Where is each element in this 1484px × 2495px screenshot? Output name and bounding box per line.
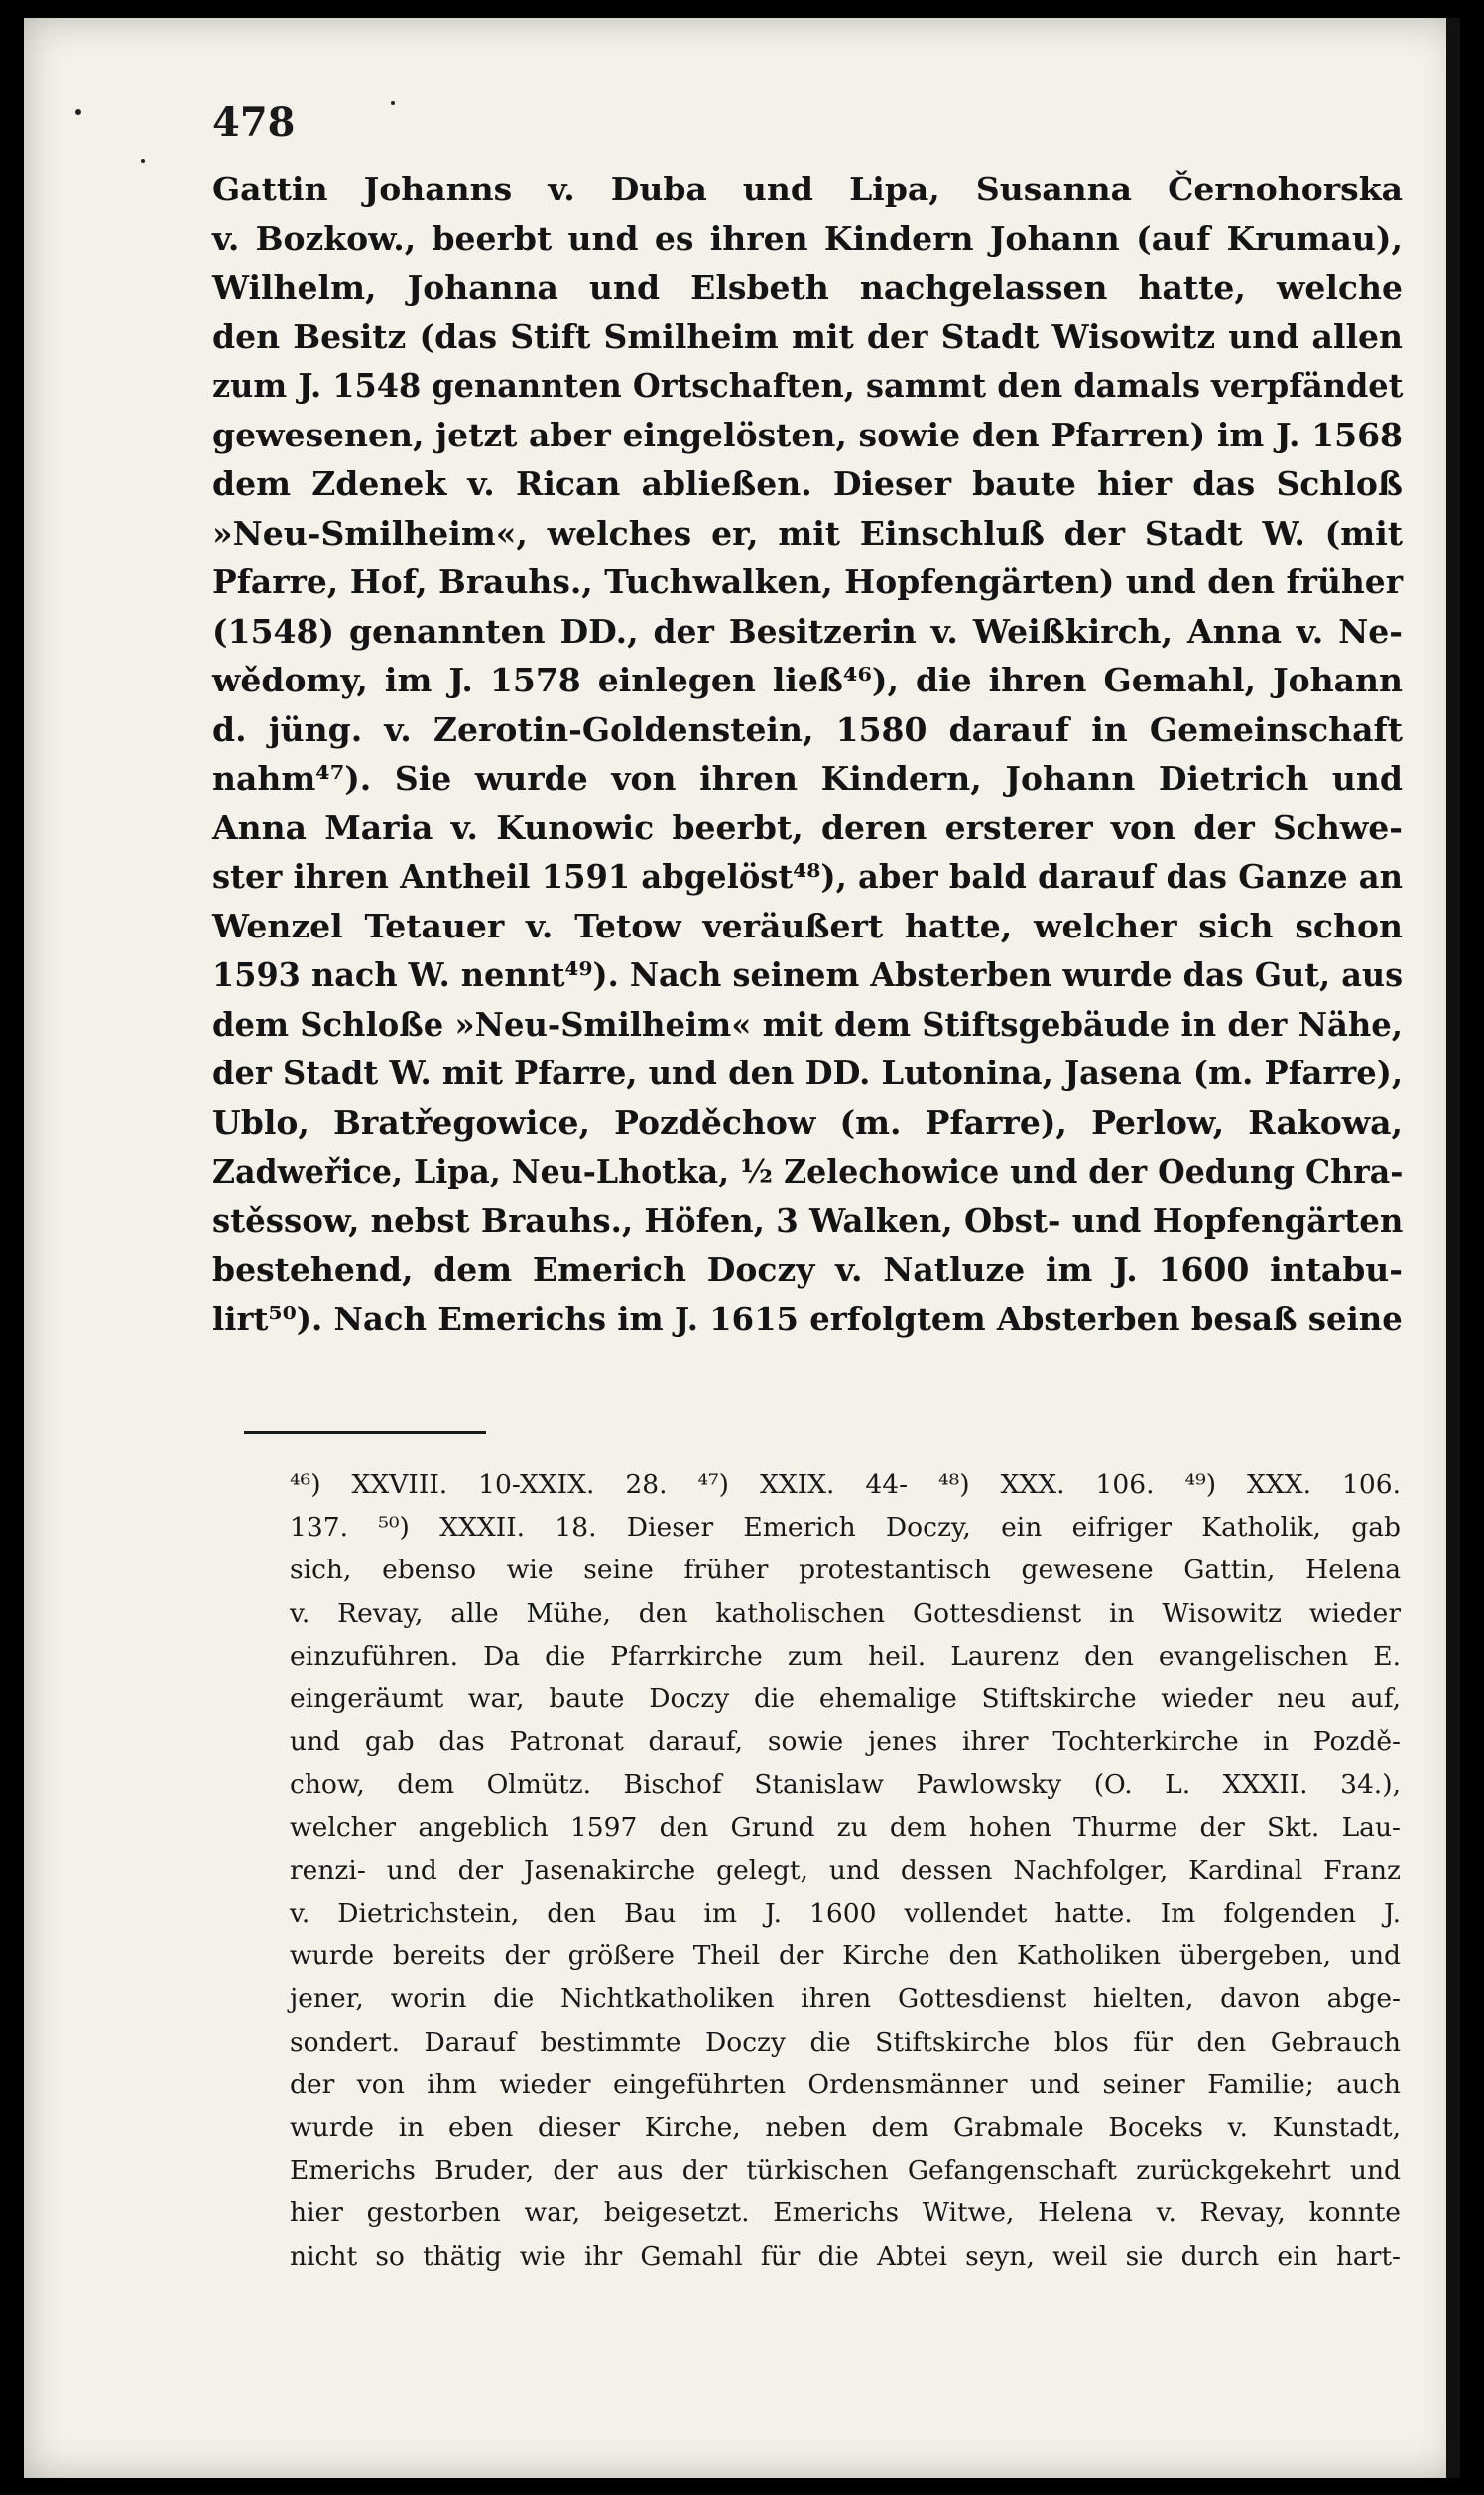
text-line: lirt⁵⁰). Nach Emerichs im J. 1615 erfolgtem Absterben besaß seine xyxy=(212,1299,1403,1338)
footnote-line: einzuführen. Da die Pfarrkirche zum heil. Laurenz den evangelischen E. xyxy=(290,1640,1401,1672)
text-line: ster ihren Antheil 1591 abgelöst⁴⁸), aber bald darauf das Ganze an xyxy=(212,857,1403,896)
footnote-line: chow, dem Olmütz. Bischof Stanislaw Pawlowsky (O. L. XXXII. 34.), xyxy=(290,1769,1401,1801)
footnote-line: Emerichs Bruder, der aus der türkischen Gefangenschaft zurückgekehrt und xyxy=(290,2155,1401,2186)
print-speck xyxy=(75,109,81,115)
footnote-line: und gab das Patronat darauf, sowie jenes ihrer Tochterkirche in Pozdě- xyxy=(290,1726,1401,1758)
footnote-line: jener, worin die Nichtkatholiken ihren Gottesdienst hielten, davon abge- xyxy=(290,1983,1401,2015)
text-line: nahm⁴⁷). Sie wurde von ihren Kindern, Johann Dietrich und xyxy=(212,759,1403,798)
text-line: Gattin Johanns v. Duba und Lipa, Susanna Černohorska xyxy=(212,170,1403,208)
footnote-line: welcher angeblich 1597 den Grund zu dem hohen Thurme der Skt. Lau- xyxy=(290,1811,1401,1843)
footnote-line: ⁴⁶) XXVIII. 10-XXIX. 28. ⁴⁷) XXIX. 44- ⁴⁸) XXX. 106. ⁴⁹) XXX. 106. xyxy=(290,1469,1401,1500)
footnote-line: nicht so thätig wie ihr Gemahl für die Abtei seyn, weil sie durch ein hart- xyxy=(290,2240,1401,2272)
main-text xyxy=(212,165,1403,1343)
footnote-line: sondert. Darauf bestimmte Doczy die Stiftskirche blos für den Gebrauch xyxy=(290,2026,1401,2058)
book-page xyxy=(24,18,1460,2478)
footnote-line: v. Revay, alle Mühe, den katholischen Gottesdienst in Wisowitz wieder xyxy=(290,1597,1401,1629)
page-number: 478 xyxy=(212,99,296,146)
text-line: den Besitz (das Stift Smilheim mit der Stadt Wisowitz und allen xyxy=(212,316,1403,356)
footnote-line: sich, ebenso wie seine früher protestantisch gewesene Gattin, Helena xyxy=(290,1555,1401,1586)
footnote-line: renzi- und der Jasenakirche gelegt, und dessen Nachfolger, Kardinal Franz xyxy=(290,1854,1401,1886)
footnote-line: v. Dietrichstein, den Bau im J. 1600 vollendet hatte. Im folgenden J. xyxy=(290,1898,1401,1930)
footnotes xyxy=(290,1463,1401,2278)
text-line: 1593 nach W. nennt⁴⁹). Nach seinem Absterben wurde das Gut, aus xyxy=(212,955,1404,994)
text-line: Wenzel Tetauer v. Tetow veräußert hatte, welcher sich schon xyxy=(212,906,1403,945)
text-line: stěssow, nebst Brauhs., Höfen, 3 Walken, Obst- und Hopfengärten xyxy=(212,1200,1404,1240)
footnote-line: wurde in eben dieser Kirche, neben dem Grabmale Boceks v. Kunstadt, xyxy=(290,2112,1401,2144)
footnote-line: wurde bereits der größere Theil der Kirche den Katholiken übergeben, und xyxy=(290,1940,1401,1972)
footnote-line: 137. ⁵⁰) XXXII. 18. Dieser Emerich Doczy, ein eifriger Katholik, gab xyxy=(290,1512,1401,1544)
text-line: Wilhelm, Johanna und Elsbeth nachgelassen hatte, welche xyxy=(212,268,1403,307)
text-line: dem Schloße »Neu-Smilheim« mit dem Stiftsgebäude in der Nähe, xyxy=(212,1004,1403,1044)
text-line: Zadweřice, Lipa, Neu-Lhotka, ½ Zelechowice und der Oedung Chra- xyxy=(212,1152,1404,1190)
text-line: d. jüng. v. Zerotin-Goldenstein, 1580 darauf in Gemeinschaft xyxy=(212,709,1403,749)
text-line: Ublo, Bratřegowice, Pozděchow (m. Pfarre), Perlow, Rakowa, xyxy=(212,1102,1403,1142)
text-line: »Neu-Smilheim«, welches er, mit Einschluß der Stadt W. (mit xyxy=(212,513,1403,553)
text-line: (1548) genannten DD., der Besitzerin v. Weißkirch, Anna v. Ne- xyxy=(212,611,1403,651)
page-edge-shadow xyxy=(1446,18,1460,2478)
text-line: der Stadt W. mit Pfarre, und den DD. Lutonina, Jasena (m. Pfarre), xyxy=(212,1054,1404,1092)
text-line: dem Zdenek v. Rican abließen. Dieser baute hier das Schloß xyxy=(212,464,1403,503)
text-line: zum J. 1548 genannten Ortschaften, sammt den damals verpfändet xyxy=(212,366,1404,405)
text-line: v. Bozkow., beerbt und es ihren Kindern Johann (auf Krumau), xyxy=(212,218,1403,258)
text-line: Pfarre, Hof, Brauhs., Tuchwalken, Hopfengärten) und den früher xyxy=(212,562,1404,601)
text-line: Anna Maria v. Kunowic beerbt, deren ersterer von der Schwe- xyxy=(212,808,1403,847)
text-line: bestehend, dem Emerich Doczy v. Natluze im J. 1600 intabu- xyxy=(212,1250,1403,1289)
print-speck xyxy=(391,101,395,105)
footnote-line: der von ihm wieder eingeführten Ordensmänner und seiner Familie; auch xyxy=(290,2068,1401,2100)
footnote-separator xyxy=(244,1431,486,1434)
footnote-line: eingeräumt war, baute Doczy die ehemalige Stiftskirche wieder neu auf, xyxy=(290,1684,1401,1715)
footnote-line: hier gestorben war, beigesetzt. Emerichs Witwe, Helena v. Revay, konnte xyxy=(290,2197,1401,2229)
text-line: gewesenen, jetzt aber eingelösten, sowie den Pfarren) im J. 1568 xyxy=(212,415,1403,454)
text-line: wědomy, im J. 1578 einlegen ließ⁴⁶), die ihren Gemahl, Johann xyxy=(212,661,1403,699)
print-speck xyxy=(141,159,145,163)
